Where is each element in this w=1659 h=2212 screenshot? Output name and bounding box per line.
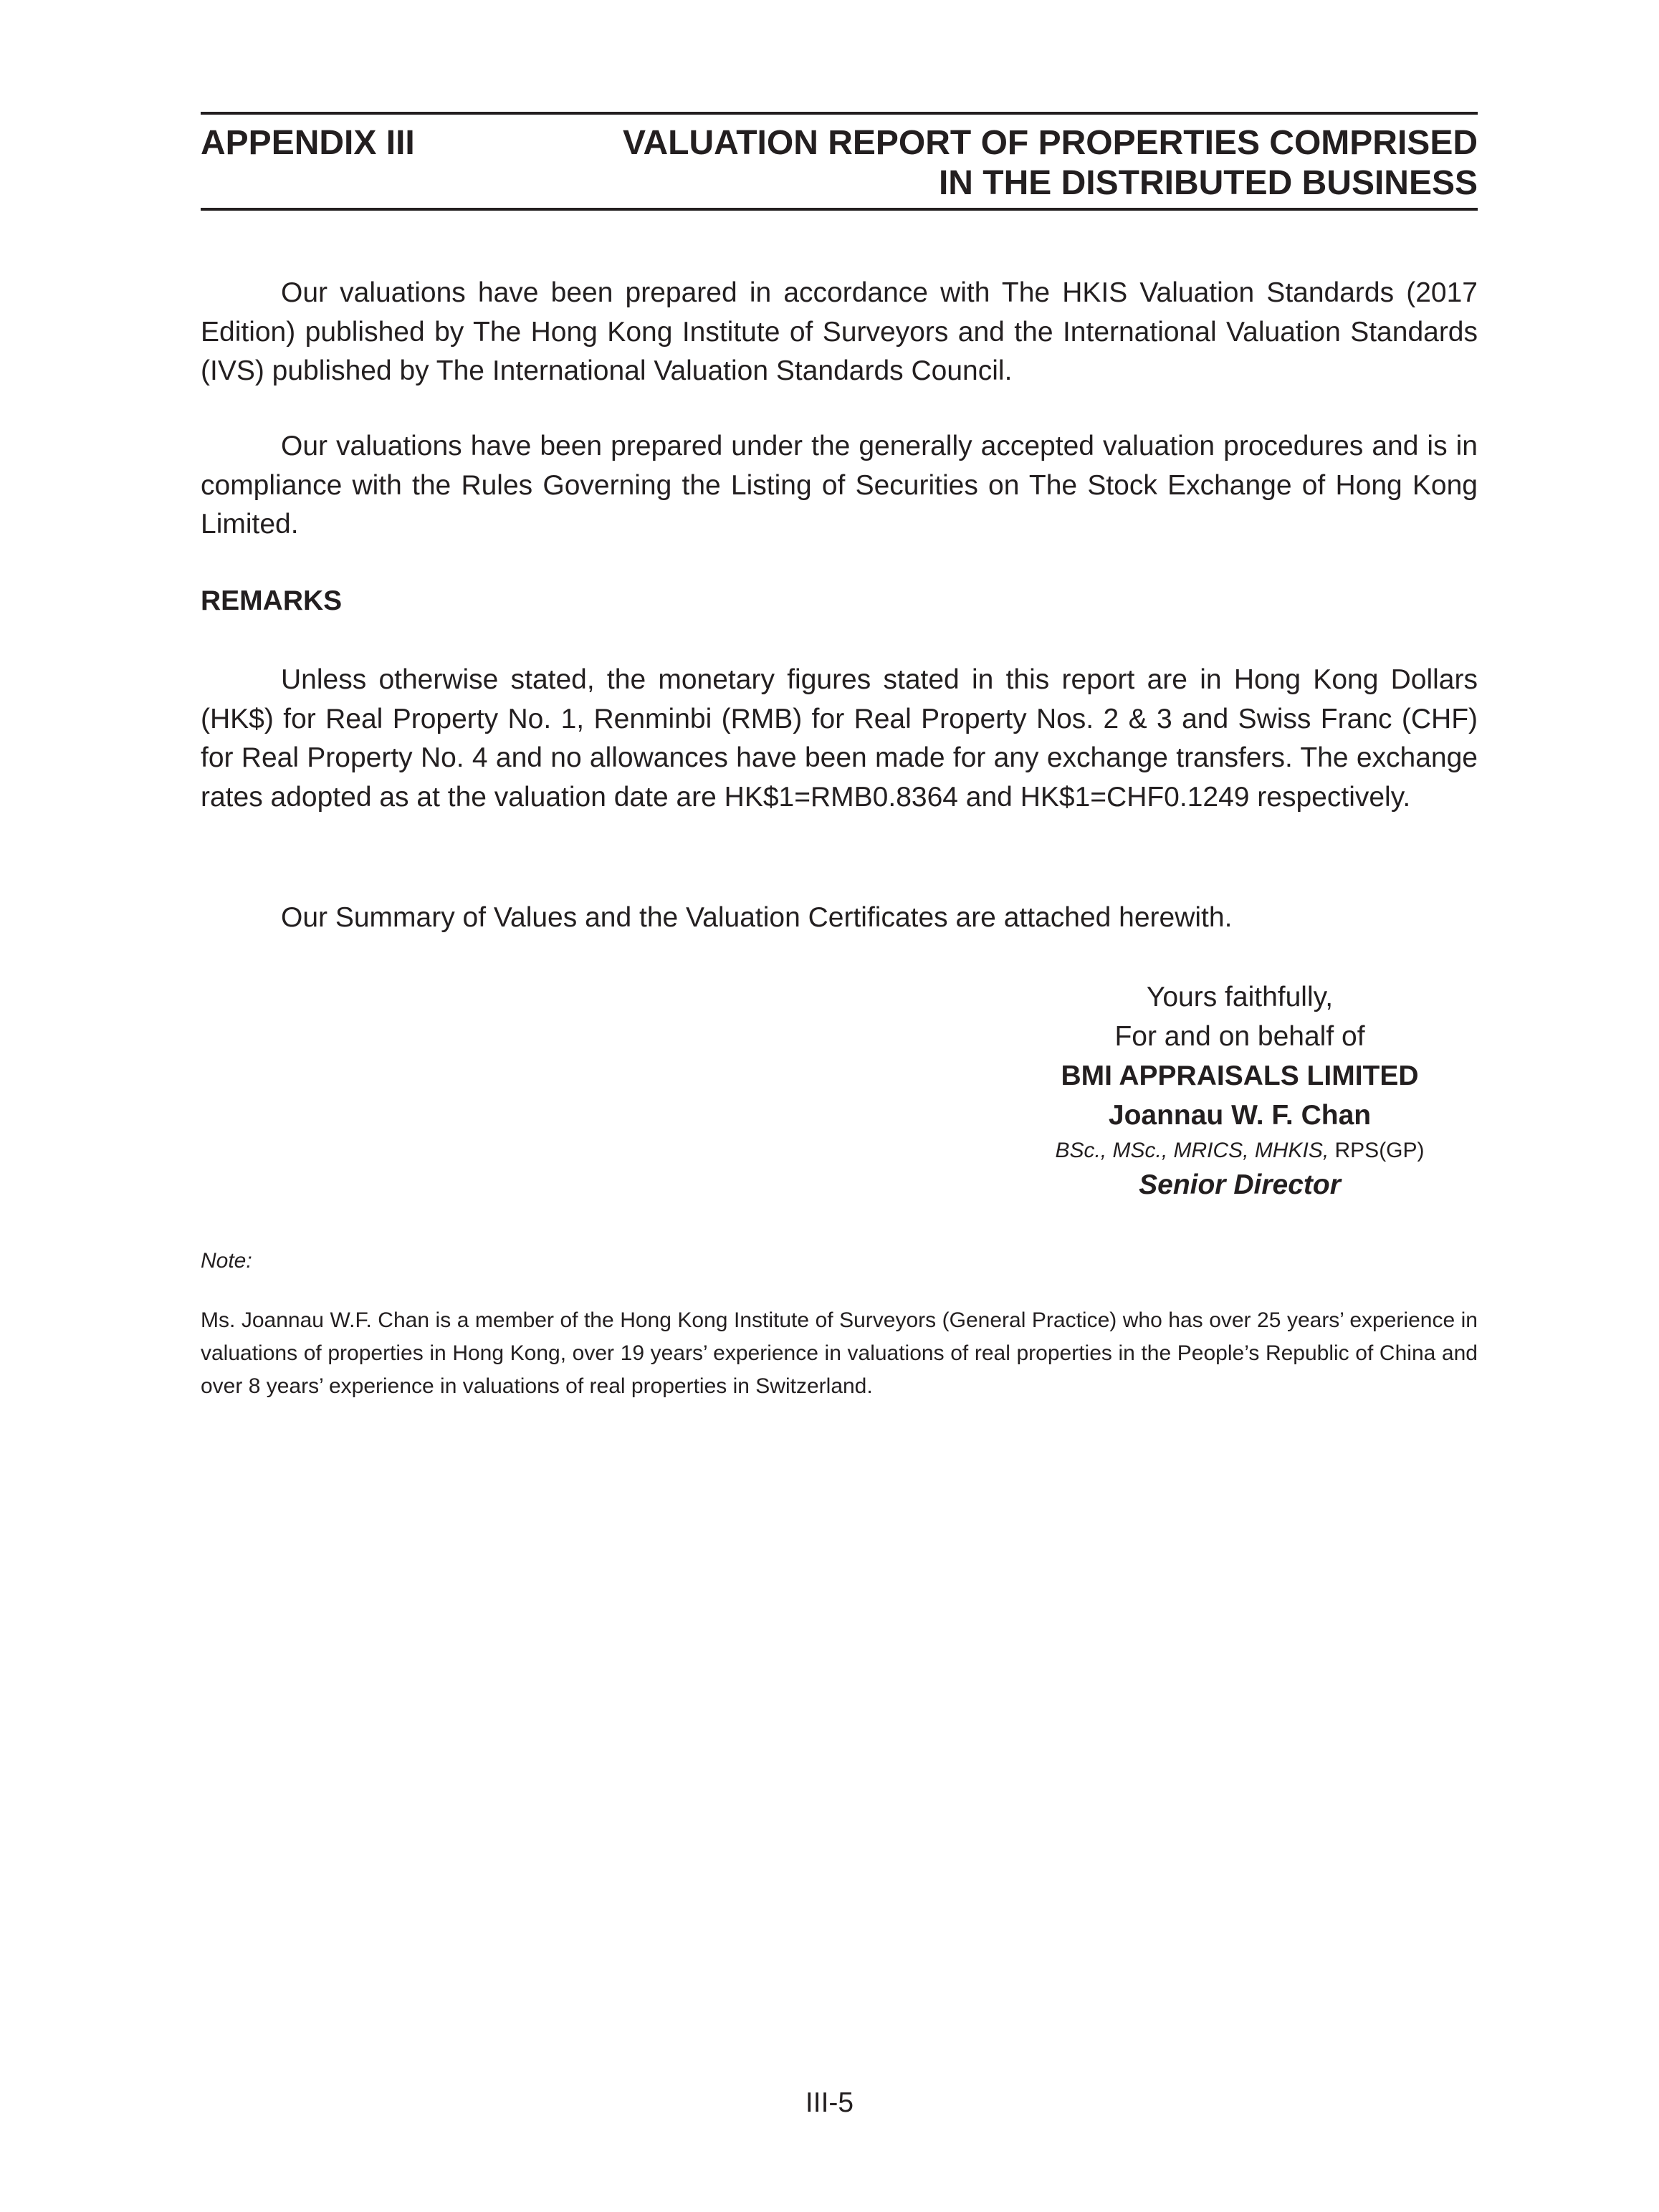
header-bottom-rule: [201, 208, 1478, 211]
paragraph-monetary-figures: Unless otherwise stated, the monetary figures stated in this report are in Hong Kong Dollars (HK$) for Real Property No. 1, Renminbi (RMB) for Real Property Nos. 2 & 3 and Swiss Franc (CHF) for Real Property No. 4 and no allowances have been made for any exchange transfers. The exchange rates adopted as at the valuation date are HK$1=RMB0.8364 and HK$1=CHF0.1249 respectively.: [201, 664, 1478, 813]
paragraph-valuation-standards: Our valuations have been prepared in accordance with The HKIS Valuation Standards (2017 Edition) published by The Hong Kong Institute of Surveyors and the International Valuation Standards (IVS) published by The International Valuation Standards Council.: [201, 277, 1478, 386]
paragraph-valuation-procedures: Our valuations have been prepared under the generally accepted valuation procedures and is in compliance with the Rules Governing the Listing of Securities on The Stock Exchange of Hong Kong Limited.: [201, 431, 1478, 540]
signature-company: BMI APPRAISALS LIMITED: [1061, 1060, 1419, 1091]
signature-block: [989, 977, 1491, 1204]
signature-qualifications-regular: RPS(GP): [1329, 1139, 1425, 1162]
signature-name: Joannau W. F. Chan: [1108, 1100, 1372, 1131]
note-label: Note:: [201, 1249, 252, 1273]
signature-closing: Yours faithfully,: [1146, 982, 1334, 1012]
appendix-label: APPENDIX III: [201, 124, 415, 162]
note-text: Ms. Joannau W.F. Chan is a member of the Hong Kong Institute of Surveyors (General Practice) who has over 25 years’ experience in valuations of properties in Hong Kong, over 19 years’ experience in valuations of real properties in the People’s Republic of China and over 8 years’ experience in valuations of real properties in Switzerland.: [201, 1308, 1478, 1398]
signature-title: Senior Director: [1139, 1169, 1341, 1200]
signature-qualifications-italic: BSc., MSc., MRICS, MHKIS,: [1055, 1139, 1329, 1162]
header-top-rule: [201, 112, 1478, 115]
remarks-heading: REMARKS: [201, 585, 343, 616]
page-title: [546, 123, 1478, 204]
signature-behalf: For and on behalf of: [1114, 1021, 1365, 1052]
signature-qualifications: [989, 1135, 1491, 1167]
page-title-line-1: VALUATION REPORT OF PROPERTIES COMPRISED: [623, 124, 1478, 162]
paragraph-attachments: Our Summary of Values and the Valuation Certificates are attached herewith.: [281, 902, 1233, 933]
page-number: III-5: [805, 2087, 854, 2118]
page-title-line-2: IN THE DISTRIBUTED BUSINESS: [938, 164, 1478, 202]
